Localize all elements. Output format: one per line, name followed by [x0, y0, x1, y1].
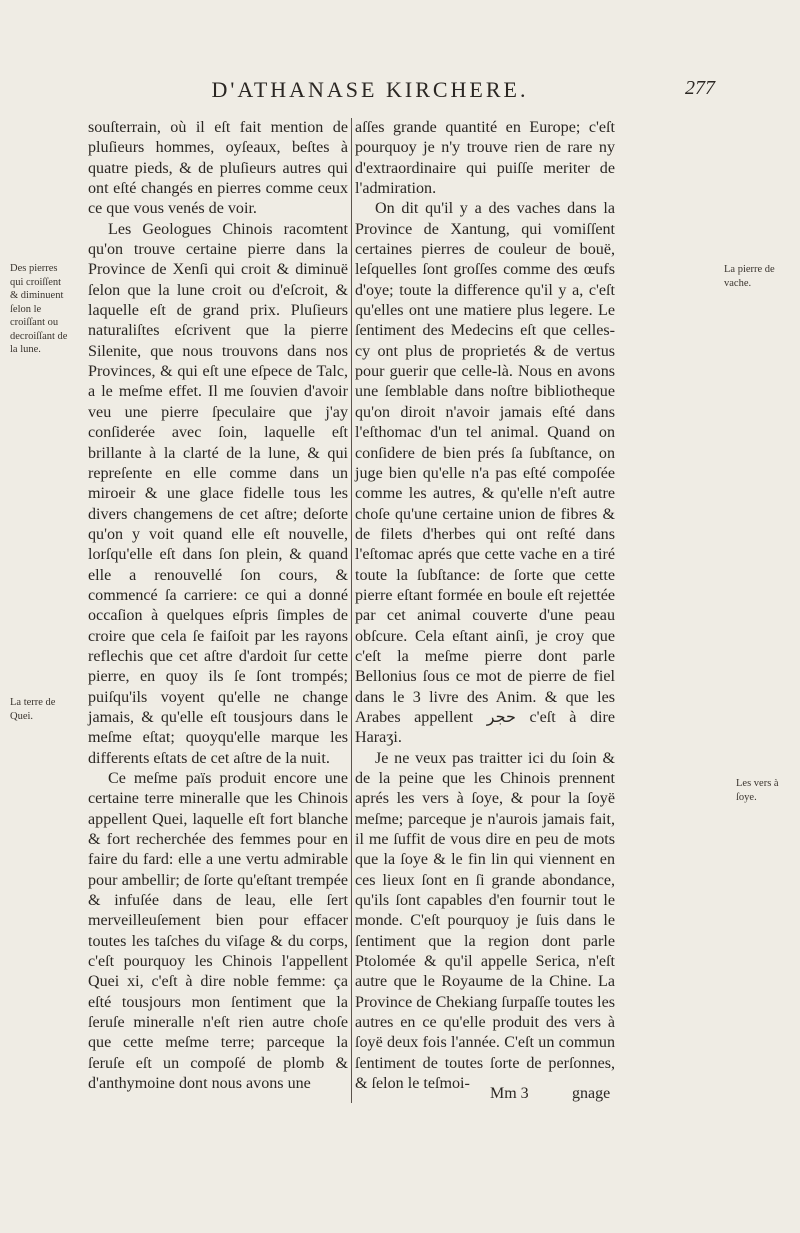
margin-note-quei-earth: La terre de Quei. [10, 697, 56, 722]
running-title: D'ATHANASE KIRCHERE. [211, 77, 529, 102]
right-paragraph-1: aſſes grande quantité en Europe; c'eſt pourquoy je n'y trouve rien de rare ny d'extraordinaire qui puiſſe meriter de l'admiration. [355, 119, 615, 198]
margin-note-cow-stone: La pierre de vache. [724, 264, 775, 289]
left-paragraph-1: souſterrain, où il eſt fait mention de pluſieurs hommes, oyſeaux, beſtes à quatre pieds, & de pluſieurs autres qui ont eſté changés en pierres comme ceux ce que vous venés de voir. [88, 119, 348, 218]
margin-note-growing-stones: Des pierres qui croiſſent & diminuent ſelon le croiſſant ou decroiſſant de la lune. [10, 263, 68, 355]
page-header [100, 75, 800, 111]
signature-mark: Mm 3 [490, 1085, 529, 1102]
left-paragraph-3: Ce meſme païs produit encore une certaine terre mineralle que les Chinois appellent Quei, laquelle eſt fort blanche & fort recherchée des femmes pour en faire du fard: elle a une vertu admirable pour ambellir; de ſorte qu'eſtant trempée & infuſée dans de leau, elle ſert merveilleuſement bien pour effacer toutes les taſches du viſage & du corps, c'eſt pourquoy les Chinois l'appellent Quei xi, c'eſt à dire noble femme: ça eſté tousjours mon ſentiment que la ſeruſe mineralle n'eſt rien autre choſe que cette meſme terre; parceque la ſeruſe eſt un compoſé de plomb & d'anthymoine dont nous avons une [88, 770, 348, 1093]
column-divider [351, 118, 352, 1103]
catchword: gnage [572, 1085, 611, 1102]
left-paragraph-2: Les Geologues Chinois racomtent qu'on trouve certaine pierre dans la Province de Xenſi qui croit & diminuë ſelon que la lune croit ou d'eſcroit, & laquelle eſt de grand prix. Pluſieurs naturaliſtes eſcrivent que la pierre Silenite, que nous trouvons dans nos Provinces, & qui eſt une eſpece de Talc, a le meſme effet. Il me ſouvien d'avoir veu une pierre ſpeculaire que j'ay conſiderée avec ſoin, laquelle eſt brillante à la clarté de la lune, & qui repreſente en elle comme dans un miroeir & une glace fidelle tous les divers changemens de cet aſtre; deſorte qu'on y voit quand elle eſt nouvelle, lorſqu'elle eſt dans ſon plein, & quand elle a renouvellé ſon cours, & commencé ſa carriere: ce qui a donné occaſion à quelques eſpris ſimples de croire que cela ſe faiſoit par les rayons reflechis que cet aſtre d'ardoit ſur cette pierre, en quoy ils ſe ſont trompés; puiſqu'ils voyent qu'elle ne change jamais, & qu'elle eſt tousjours dans le meſme eſtat; quoyqu'elle marque les differents eſtats de cet aſtre de la nuit. [88, 220, 348, 767]
right-paragraph-2: On dit qu'il y a des vaches dans la Province de Xantung, qui vomiſſent certaines pierres de couleur de bouë, leſquelles ſont groſſes comme des œufs d'oye; toute la difference qu'il y a, c'eſt qu'elles ont une matiere plus legere. Le ſentiment des Medecins eſt que celles-cy ont plus de proprietés & de vertus pour guerir que celle-là. Nous en avons une ſemblable dans noſtre bibliotheque qu'on diroit n'avoir jamais eſté dans l'eſthomac d'un tel animal. Quand on conſidere de bien prés ſa ſubſtance, on juge bien qu'elle n'a pas eſté compoſée comme les autres, & qu'elle n'eſt autre choſe qu'une certaine union de fibres & de filets d'herbes qui ont reſté dans l'eſtomac aprés que cette vache en a tiré toute la ſubſtance: de ſorte que cette pierre eſtant formée en boule eſt rejettée par cet animal couverte d'une peau obſcure. Cela eſtant ainſi, je croy que c'eſt la meſme pierre dont parle Bellonius ſous ce mot de pierre de fiel dans le 3 livre des Anim. & que les Arabes appellent ﺣﺠﺮ c'eſt à dire Haraʒi. [355, 200, 615, 747]
margin-note-silkworms: Les vers à ſoye. [736, 778, 779, 803]
left-column [88, 118, 348, 1095]
right-column [355, 118, 615, 1095]
right-paragraph-3: Je ne veux pas traitter ici du ſoin & de la peine que les Chinois prennent aprés les vers à ſoye, & pour la ſoyë meſme; parceque je n'aurois jamais fait, il me ſuffit de vous dire en peu de mots que la ſoye & le fin lin qui viennent en ces lieux ſont en ſi grande abondance, qu'ils ſont capables d'en fournir tout le monde. C'eſt pourquoy je ſuis dans le ſentiment que la region dont parle Ptolomée & qu'il appelle Serica, n'eſt autre que le Royaume de la Chine. La Province de Chekiang ſurpaſſe toutes les autres en ce qu'elle produit des vers à ſoyë deux fois l'année. C'eſt un commun ſentiment de toutes ſorte de perſonnes, & ſelon le teſmoi- [355, 749, 615, 1093]
page-number: 277 [685, 77, 715, 99]
